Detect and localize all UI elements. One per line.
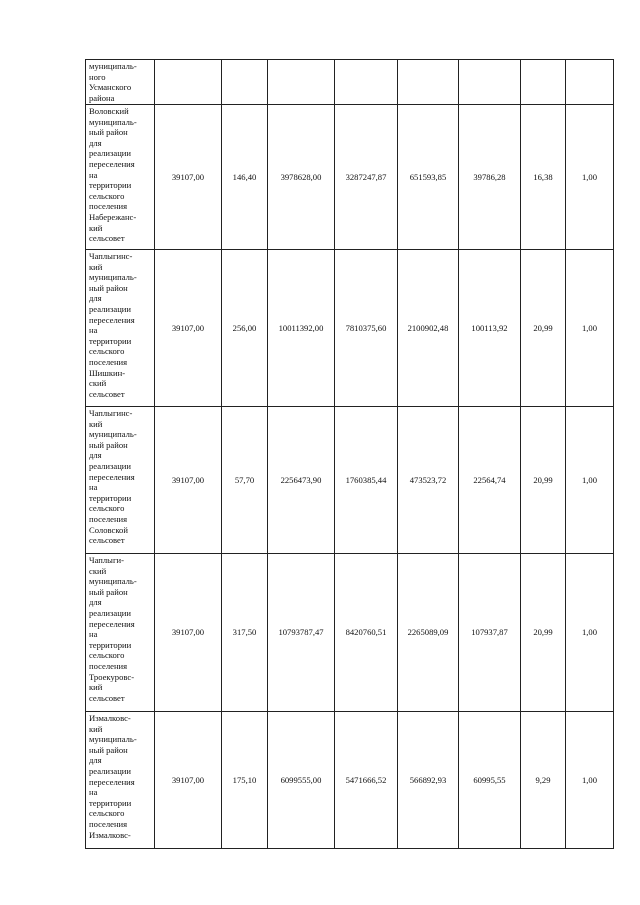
value-cell: 7810375,60	[335, 250, 398, 407]
table-row	[86, 250, 614, 407]
name-line: Шишкин-	[89, 367, 126, 378]
value-cell: 9,29	[521, 712, 566, 849]
name-line: сельского	[89, 650, 125, 661]
name-line: Соловской	[89, 524, 128, 535]
value-cell: 8420760,51	[335, 554, 398, 712]
value-cell: 22564,74	[459, 407, 521, 554]
value-cell: 1,00	[566, 105, 614, 250]
value-cell: 20,99	[521, 554, 566, 712]
value-cell: 651593,85	[398, 105, 459, 250]
value-cell	[335, 60, 398, 105]
value-cell: 39107,00	[155, 105, 222, 250]
name-line: поселения	[89, 818, 128, 829]
value-cell: 10793787,47	[268, 554, 335, 712]
name-line: на	[89, 629, 98, 640]
value-cell: 39786,28	[459, 105, 521, 250]
name-line: сельского	[89, 346, 125, 357]
name-line: ный район	[89, 282, 128, 293]
value-cell: 1,00	[566, 407, 614, 554]
value-cell: 16,38	[521, 105, 566, 250]
table-row	[86, 554, 614, 712]
name-line: ный район	[89, 744, 128, 755]
name-line: ный район	[89, 439, 128, 450]
name-line: Троекуровс-	[89, 671, 135, 682]
value-cell: 10011392,00	[268, 250, 335, 407]
value-cell: 146,40	[222, 105, 268, 250]
municipality-name-cell	[86, 554, 155, 712]
name-line: Набережанс-	[89, 211, 137, 222]
value-cell	[222, 60, 268, 105]
value-cell: 473523,72	[398, 407, 459, 554]
name-line: муниципаль-	[89, 734, 137, 745]
value-cell	[155, 60, 222, 105]
name-line: территории	[89, 492, 132, 503]
name-line: на	[89, 325, 98, 336]
name-line: кий	[89, 723, 103, 734]
name-line: переселения	[89, 776, 135, 787]
name-line: сельсовет	[89, 535, 125, 546]
name-line: района	[89, 92, 115, 103]
name-line: кий	[89, 682, 103, 693]
name-line: сельсовет	[89, 692, 125, 703]
value-cell: 317,50	[222, 554, 268, 712]
name-line: поселения	[89, 201, 128, 212]
name-line: реализации	[89, 460, 131, 471]
name-line: реализации	[89, 765, 131, 776]
data-table	[85, 59, 614, 849]
name-line: для	[89, 293, 102, 304]
value-cell: 107937,87	[459, 554, 521, 712]
name-line: территории	[89, 639, 132, 650]
name-line: кий	[89, 261, 103, 272]
value-cell: 5471666,52	[335, 712, 398, 849]
name-line: сельсовет	[89, 388, 125, 399]
name-line: сельсовет	[89, 233, 125, 244]
name-line: кий	[89, 418, 103, 429]
name-line: поселения	[89, 660, 128, 671]
name-line: муниципаль-	[89, 429, 137, 440]
name-line: Измалковс-	[89, 713, 131, 723]
name-line: для	[89, 597, 102, 608]
name-line: для	[89, 137, 102, 148]
value-cell: 6099555,00	[268, 712, 335, 849]
name-line: сельского	[89, 808, 125, 819]
name-line: переселения	[89, 471, 135, 482]
value-cell	[566, 60, 614, 105]
value-cell	[268, 60, 335, 105]
value-cell: 1,00	[566, 712, 614, 849]
name-line: реализации	[89, 303, 131, 314]
table-row	[86, 407, 614, 554]
value-cell: 100113,92	[459, 250, 521, 407]
table-row	[86, 105, 614, 250]
table-row	[86, 712, 614, 849]
name-line: территории	[89, 797, 132, 808]
value-cell: 1,00	[566, 554, 614, 712]
name-line: муниципаль-	[89, 272, 137, 283]
name-line: на	[89, 482, 98, 493]
name-line: реализации	[89, 148, 131, 159]
value-cell: 175,10	[222, 712, 268, 849]
municipality-name-cell	[86, 407, 155, 554]
name-line: территории	[89, 180, 132, 191]
value-cell: 2100902,48	[398, 250, 459, 407]
name-line: муниципаль-	[89, 576, 137, 587]
name-line: территории	[89, 335, 132, 346]
municipality-name-cell	[86, 105, 155, 250]
value-cell: 3978628,00	[268, 105, 335, 250]
name-line: кий	[89, 222, 103, 233]
name-line: на	[89, 787, 98, 798]
value-cell: 1760385,44	[335, 407, 398, 554]
name-line: для	[89, 755, 102, 766]
name-line: Воловский	[89, 106, 129, 116]
value-cell: 60995,55	[459, 712, 521, 849]
value-cell: 57,70	[222, 407, 268, 554]
value-cell: 1,00	[566, 250, 614, 407]
value-cell: 39107,00	[155, 250, 222, 407]
name-line: Усманского	[89, 82, 132, 93]
name-line: муниципаль-	[89, 116, 137, 127]
municipality-name-cell	[86, 712, 155, 849]
value-cell: 20,99	[521, 250, 566, 407]
value-cell: 2256473,90	[268, 407, 335, 554]
name-line: переселения	[89, 314, 135, 325]
value-cell: 39107,00	[155, 407, 222, 554]
name-line: муниципаль-	[89, 61, 137, 71]
name-line: ский	[89, 378, 107, 389]
name-line: сельского	[89, 503, 125, 514]
value-cell: 3287247,87	[335, 105, 398, 250]
table-row	[86, 60, 614, 105]
value-cell: 20,99	[521, 407, 566, 554]
name-line: ный район	[89, 586, 128, 597]
value-cell	[459, 60, 521, 105]
name-line: Чаплыги-	[89, 555, 124, 565]
name-line: Чаплыгинс-	[89, 251, 133, 261]
value-cell: 256,00	[222, 250, 268, 407]
value-cell: 566892,93	[398, 712, 459, 849]
name-line: поселения	[89, 513, 128, 524]
name-line: для	[89, 450, 102, 461]
name-line: сельского	[89, 190, 125, 201]
value-cell	[521, 60, 566, 105]
name-line: реализации	[89, 607, 131, 618]
municipality-name-cell	[86, 250, 155, 407]
value-cell: 39107,00	[155, 712, 222, 849]
name-line: переселения	[89, 158, 135, 169]
name-line: ный район	[89, 127, 128, 138]
municipality-name-cell	[86, 60, 155, 105]
name-line: поселения	[89, 356, 128, 367]
name-line: Измалковс-	[89, 829, 131, 840]
name-line: переселения	[89, 618, 135, 629]
name-line: на	[89, 169, 98, 180]
value-cell	[398, 60, 459, 105]
name-line: ного	[89, 71, 106, 82]
name-line: ский	[89, 565, 107, 576]
value-cell: 39107,00	[155, 554, 222, 712]
value-cell: 2265089,09	[398, 554, 459, 712]
name-line: Чаплыгинс-	[89, 408, 133, 418]
